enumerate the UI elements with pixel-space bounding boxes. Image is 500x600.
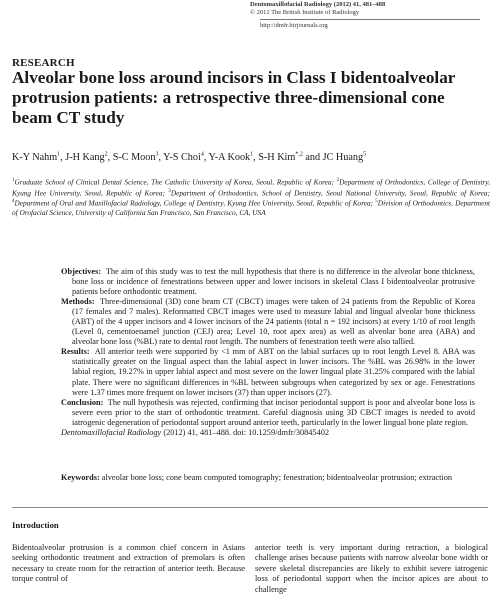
author-affiliation-mark: 1	[57, 151, 61, 158]
author: JC Huang	[322, 152, 364, 163]
introduction-heading: Introduction	[12, 520, 59, 530]
abstract-text: All anterior teeth were supported by <1 mm of ABT on the labial surfaces up to root length Level 8. ABA was statistically greater on the lingual aspect than the labial aspect in lower incisors. The %BL was 26.98% in the lower labial region, 19.27% in upper labial aspect and most severe on the lower lingual plate 31.25% compared with the labial plate. There were no significant differences in %BL between subgroups when categorized by sex or age. Fenestrations were 1.37 times more frequent on lower incisors (37) than upper incisors (27).	[72, 347, 475, 397]
abstract-citation	[61, 428, 475, 438]
abstract-text: The null hypothesis was rejected, confirming that incisor periodontal support is poor and alveolar bone loss is severe even prior to the start of orthodontic treatment. Careful diagnosis using 3D CBCT images is needed to avoid iatrogenic degeneration of periodontal support around anterior teeth, particularly in the lower lingual bone plate region.	[72, 397, 476, 427]
citation-journal: Dentomaxillofacial Radiology	[61, 427, 162, 437]
abstract-heading: Methods:	[61, 297, 95, 307]
abstract-objectives	[61, 267, 475, 297]
abstract-heading: Conclusion:	[61, 397, 104, 407]
author: Y-S Choi	[163, 152, 201, 163]
author: S-C Moon	[112, 152, 156, 163]
author-affiliation-mark: 4	[200, 151, 204, 158]
keywords-heading: Keywords:	[61, 473, 100, 482]
abstract-results	[61, 347, 475, 397]
body-column-right: anterior teeth is very important during retraction, a biological challenge arises because patients with narrow alveolar bone width or severe skeletal discrepancies are likely to exhibit severe iatrogenic loss of periodontal support when the incisor apices are about to challenge	[255, 543, 488, 594]
author: K-Y Nahm	[12, 152, 58, 163]
affiliation-mark: 2	[336, 178, 340, 183]
affiliation: Department of Oral and Maxillofacial Radiology, College of Dentistry, Kyung Hee University, Seoul, Republic of Korea;	[14, 198, 376, 208]
keywords-text: alveolar bone loss; cone beam computed tomography; fenestration; bidentoalveolar protrusion; extraction	[101, 473, 453, 482]
abstract-heading: Objectives:	[61, 267, 102, 276]
author: Y-A Kook	[208, 152, 251, 163]
abstract-methods	[61, 297, 475, 347]
journal-url[interactable]: http://dmfr.birjournals.org	[260, 22, 328, 29]
abstract-text: The aim of this study was to test the null hypothesis that there is no difference in the alveolar bone thickness, bone loss or incidence of fenestrations between upper and lower incisors in skeletal Class I bidentoalveolar protrusive patients before orthodontic treatment.	[72, 267, 475, 297]
affiliations	[12, 176, 490, 217]
body-column-left: Bidentoalveolar protrusion is a common chief concern in Asians seeking orthodontic treatment and extraction of premolars is often necessary to create room for the retraction of anterior teeth. Because torque control of	[12, 543, 245, 584]
affiliation-mark: 5	[375, 199, 378, 205]
header-divider	[260, 19, 480, 20]
author-affiliation-mark: 1	[250, 151, 254, 158]
affiliation-mark: 4	[12, 199, 15, 205]
affiliation: Department of Orthodontics, College of Dentistry, Kyung Hee University, Seoul, Republic of Korea;	[12, 177, 490, 198]
author: S-H Kim	[258, 152, 296, 163]
affiliation: Department of Orthodontics, School of Dentistry, Seoul National University, Seoul, Republic of Korea;	[170, 188, 490, 198]
citation-details: (2012) 41, 481–488. doi: 10.1259/dmfr/30845402	[161, 427, 330, 437]
author-affiliation-mark: 2	[104, 151, 108, 158]
affiliation: Graduate School of Clinical Dental Science, The Catholic University of Korea, Seoul, Republic of Korea;	[14, 177, 337, 187]
abstract-text: Three-dimensional (3D) cone beam CT (CBCT) images were taken of 24 patients from the Republic of Korea (17 females and 7 males). Reformatted CBCT images were used to measure labial and lingual alveolar bone thickness (ABT) of the 4 upper incisors and 4 lower incisors of the 24 patients (total n = 192 incisors) at every 1/10 of root length (Level 0, cementoenamel junction (CEJ) area; Level 10, root apex area) as well as alveolar bone area (ABA) and alveolar bone loss (%BL) rate to dental root length. The numbers of fenestration teeth were also tallied.	[72, 297, 476, 347]
article-title: Alveolar bone loss around incisors in Class I bidentoalveolar protrusion patients: a retrospective three-dimensional cone beam CT study	[12, 68, 456, 127]
affiliation-mark: 3	[168, 188, 171, 194]
affiliation-mark: 1	[12, 178, 15, 183]
copyright-line: © 2012 The British Institute of Radiology	[250, 9, 360, 16]
author-affiliation-mark: 5	[363, 151, 367, 158]
journal-citation-line: Dentomaxillofacial Radiology (2012) 41, 481–488	[250, 1, 386, 8]
author-list: K-Y Nahm$^1$, J-H Kang$^2$, S-C Moon$^3$, Y-S Choi$^4$, Y-A Kook$^1$, S-H Kim$^{*,2}$ and JC Huang$^5$	[12, 151, 367, 163]
abstract-heading: Results:	[61, 347, 90, 357]
keywords	[61, 473, 475, 483]
section-divider	[12, 507, 488, 508]
section-label: RESEARCH	[12, 57, 75, 69]
journal-header	[250, 1, 480, 17]
affiliation: Division of Orthodontics, Department of Orofacial Science, University of California San Francisco, San Francisco, CA, USA	[12, 198, 490, 218]
author: J-H Kang	[65, 152, 105, 163]
abstract	[61, 267, 475, 438]
author-affiliation-mark: *,2	[295, 151, 303, 158]
abstract-conclusion	[61, 398, 475, 428]
author-affiliation-mark: 3	[155, 151, 159, 158]
